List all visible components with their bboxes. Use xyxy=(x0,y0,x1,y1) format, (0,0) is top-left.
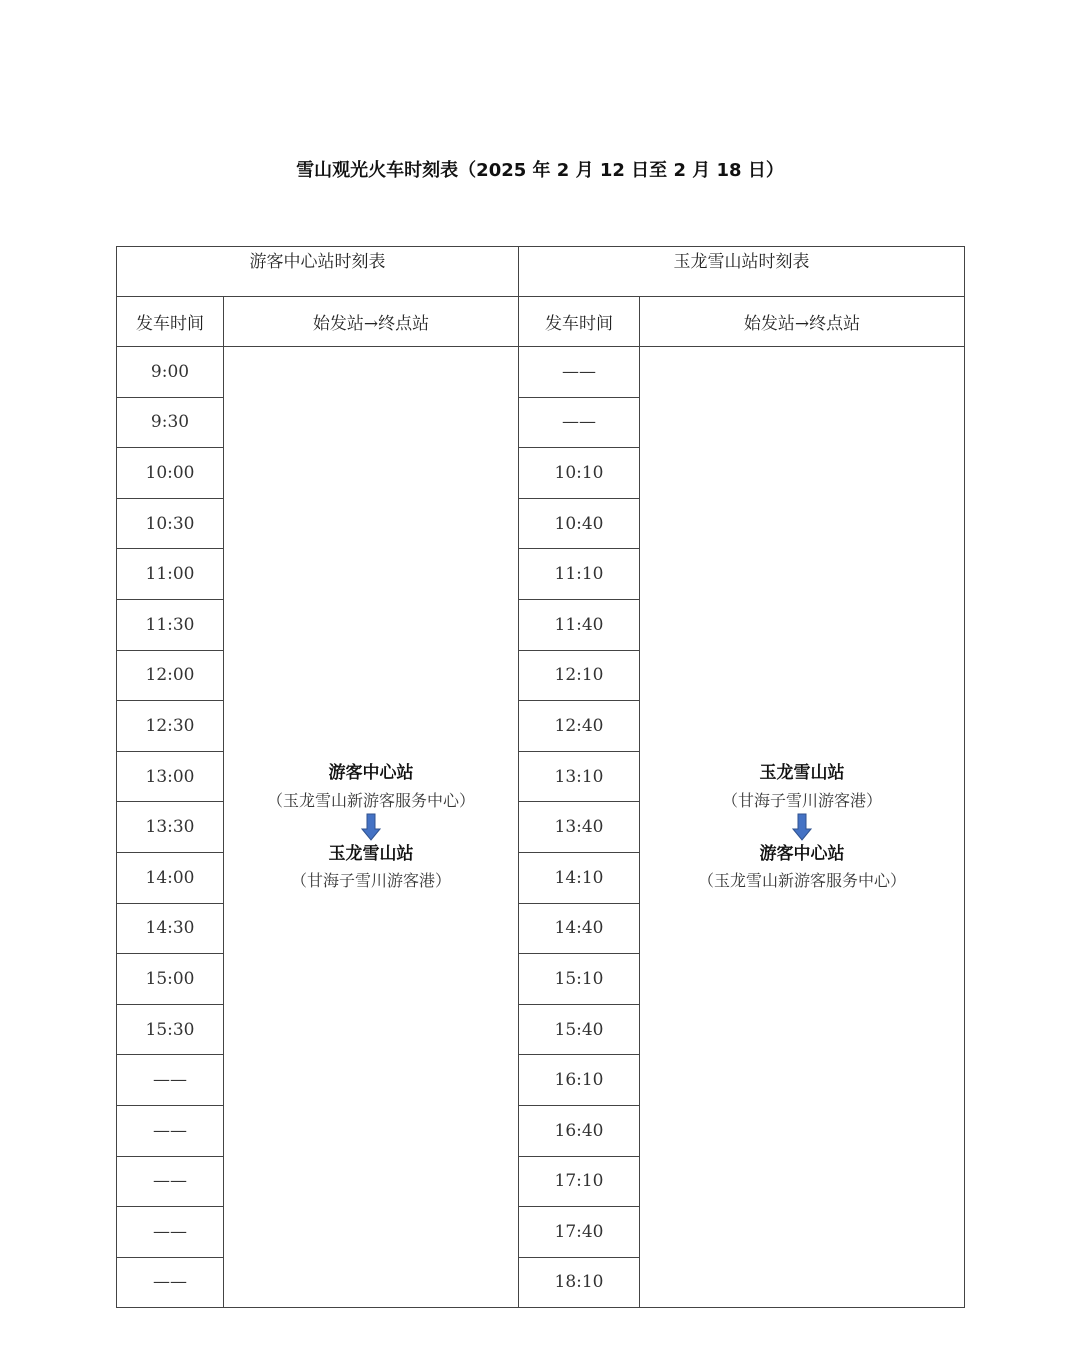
down-arrow-icon xyxy=(361,813,381,841)
right-origin-station: 玉龙雪山站 xyxy=(759,763,845,784)
left-departure-time: 13:30 xyxy=(117,802,224,853)
right-departure-time: 13:10 xyxy=(519,751,640,802)
right-departure-time: 12:40 xyxy=(519,701,640,752)
left-departure-time: 15:30 xyxy=(117,1004,224,1055)
left-departure-time: 9:00 xyxy=(117,347,224,398)
left-departure-time: 13:00 xyxy=(117,751,224,802)
right-departure-time: 17:10 xyxy=(519,1156,640,1207)
right-departure-time: 16:10 xyxy=(519,1055,640,1106)
right-destination-station: 游客中心站 xyxy=(759,844,845,865)
right-departure-time: 11:10 xyxy=(519,549,640,600)
left-origin-subtitle: （玉龙雪山新游客服务中心） xyxy=(266,790,475,810)
right-departure-time: 17:40 xyxy=(519,1207,640,1258)
left-origin-station: 游客中心站 xyxy=(328,763,414,784)
left-departure-time: 11:00 xyxy=(117,549,224,600)
left-col-route: 始发站→终点站 xyxy=(224,297,519,347)
down-arrow-icon xyxy=(792,813,812,841)
right-heading: 玉龙雪山站时刻表 xyxy=(519,247,965,297)
right-departure-time: 16:40 xyxy=(519,1105,640,1156)
right-departure-time: 15:10 xyxy=(519,954,640,1005)
left-destination-subtitle: （甘海子雪川游客港） xyxy=(290,871,451,891)
page-title: 雪山观光火车时刻表（2025 年 2 月 12 日至 2 月 18 日） xyxy=(296,160,784,181)
right-route-cell xyxy=(640,347,965,1308)
left-departure-time: 9:30 xyxy=(117,397,224,448)
left-departure-time: —— xyxy=(117,1055,224,1106)
left-departure-time: 10:30 xyxy=(117,498,224,549)
right-departure-time: 10:10 xyxy=(519,448,640,499)
left-departure-time: 12:00 xyxy=(117,650,224,701)
right-departure-time: 13:40 xyxy=(519,802,640,853)
left-destination-station: 玉龙雪山站 xyxy=(328,844,414,865)
left-departure-time: —— xyxy=(117,1257,224,1308)
left-departure-time: 10:00 xyxy=(117,448,224,499)
right-departure-time: 10:40 xyxy=(519,498,640,549)
left-departure-time: 14:00 xyxy=(117,852,224,903)
left-departure-time: 14:30 xyxy=(117,903,224,954)
right-departure-time: 18:10 xyxy=(519,1257,640,1308)
right-destination-subtitle: （玉龙雪山新游客服务中心） xyxy=(697,871,906,891)
left-departure-time: 12:30 xyxy=(117,701,224,752)
left-heading: 游客中心站时刻表 xyxy=(117,247,519,297)
right-departure-time: 14:10 xyxy=(519,852,640,903)
left-departure-time: 11:30 xyxy=(117,599,224,650)
left-departure-time: —— xyxy=(117,1207,224,1258)
right-col-route: 始发站→终点站 xyxy=(640,297,965,347)
right-departure-time: 14:40 xyxy=(519,903,640,954)
left-route-cell xyxy=(224,347,519,1308)
left-departure-time: —— xyxy=(117,1105,224,1156)
right-col-time: 发车时间 xyxy=(519,297,640,347)
left-departure-time: —— xyxy=(117,1156,224,1207)
left-col-time: 发车时间 xyxy=(117,297,224,347)
right-departure-time: —— xyxy=(519,347,640,398)
right-departure-time: 12:10 xyxy=(519,650,640,701)
table-row xyxy=(117,347,965,398)
timetable xyxy=(116,246,965,1308)
right-departure-time: —— xyxy=(519,397,640,448)
left-departure-time: 15:00 xyxy=(117,954,224,1005)
right-departure-time: 11:40 xyxy=(519,599,640,650)
right-departure-time: 15:40 xyxy=(519,1004,640,1055)
right-origin-subtitle: （甘海子雪川游客港） xyxy=(721,790,882,810)
